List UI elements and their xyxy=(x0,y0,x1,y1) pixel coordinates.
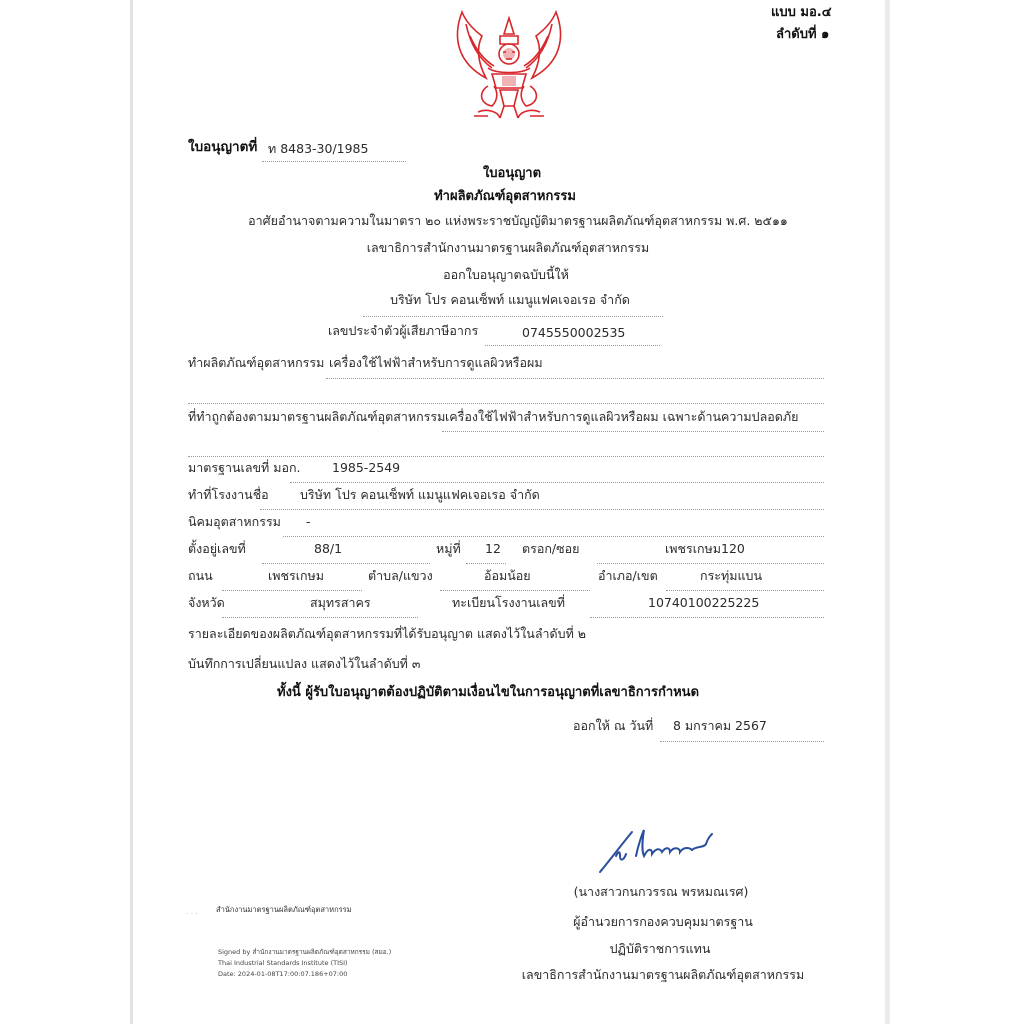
standard-underline xyxy=(442,431,824,432)
license-number-value: ท 8483-30/1985 xyxy=(268,141,369,156)
moo-label: หมู่ที่ xyxy=(436,541,461,556)
issuer-line: เลขาธิการสำนักงานมาตรฐานผลิตภัณฑ์อุตสาหกรรม xyxy=(366,240,650,255)
license-number-underline xyxy=(262,161,406,162)
tax-id-value: 0745550002535 xyxy=(522,325,626,340)
factory-registration-value: 10740100225225 xyxy=(648,595,760,610)
province-label: จังหวัด xyxy=(188,595,225,610)
tis-number-label: มาตรฐานเลขที่ มอก. xyxy=(188,460,301,475)
subdistrict-underline xyxy=(440,590,590,591)
address-number-label: ตั้งอยู่เลขที่ xyxy=(188,541,246,556)
moo-underline xyxy=(466,563,506,564)
document-subtitle: ทำผลิตภัณฑ์อุตสาหกรรม xyxy=(434,189,576,204)
district-value: กระทุ่มแบน xyxy=(700,568,763,583)
factory-registration-underline xyxy=(590,617,824,618)
issued-date-label: ออกให้ ณ วันที่ xyxy=(573,718,654,733)
province-value: สมุทรสาคร xyxy=(310,595,371,610)
standard-value: เครื่องใช้ไฟฟ้าสำหรับการดูแลผิวหรือผม เฉพาะด้านความปลอดภัย xyxy=(445,409,799,424)
tax-id-label: เลขประจำตัวผู้เสียภาษีอากร xyxy=(328,323,479,338)
signature-image xyxy=(596,826,736,876)
signatory-acting: ปฏิบัติราชการแทน xyxy=(609,941,711,956)
garuda-emblem-icon xyxy=(448,8,570,126)
signatory-position: ผู้อำนวยการกองควบคุมมาตรฐาน xyxy=(573,914,753,929)
company-underline xyxy=(363,316,663,317)
district-underline xyxy=(666,590,824,591)
industrial-estate-underline xyxy=(283,536,824,537)
province-underline xyxy=(222,617,418,618)
road-label: ถนน xyxy=(188,568,213,583)
tis-number-value: 1985-2549 xyxy=(332,460,401,475)
condition-statement: ทั้งนี้ ผู้รับใบอนุญาตต้องปฏิบัติตามเงื่อนไขในการอนุญาตที่เลขาธิการกำหนด xyxy=(277,685,700,700)
digital-signature-office: สำนักงานมาตรฐานผลิตภัณฑ์อุตสาหกรรม xyxy=(216,905,352,914)
product-underline-2 xyxy=(188,403,824,404)
product-label: ทำผลิตภัณฑ์อุตสาหกรรม xyxy=(188,355,325,370)
digital-seal-mark: . . . xyxy=(186,907,198,916)
standard-underline-2 xyxy=(188,456,824,457)
company-name: บริษัท โปร คอนเซ็พท์ แมนูแฟคเจอเรอ จำกัด xyxy=(390,292,630,307)
factory-registration-label: ทะเบียนโรงงานเลขที่ xyxy=(452,595,565,610)
subdistrict-value: อ้อมน้อย xyxy=(484,568,531,583)
road-underline xyxy=(222,590,362,591)
issued-date-value: 8 มกราคม 2567 xyxy=(673,718,767,733)
standard-label: ที่ทำถูกต้องตามมาตรฐานผลิตภัณฑ์อุตสาหกรรม xyxy=(188,409,446,424)
soi-underline xyxy=(597,563,824,564)
digital-signature-date: Date: 2024-01-08T17:00:07.186+07:00 xyxy=(218,970,348,978)
product-underline xyxy=(326,378,824,379)
district-label: อำเภอ/เขต xyxy=(598,568,658,583)
road-value: เพชรเกษม xyxy=(268,568,325,583)
moo-value: 12 xyxy=(485,541,501,556)
form-code: แบบ มอ.๔ xyxy=(771,5,832,20)
signatory-name: (นางสาวกนกวรรณ พรหมณเรศ) xyxy=(573,884,749,899)
issue-to-line: ออกใบอนุญาตฉบับนี้ให้ xyxy=(443,267,569,282)
sequence-number: ลำดับที่ ๑ xyxy=(776,27,830,42)
tax-id-underline xyxy=(485,345,660,346)
subdistrict-label: ตำบล/แขวง xyxy=(368,568,433,583)
details-note: รายละเอียดของผลิตภัณฑ์อุตสาหกรรมที่ได้รับอนุญาต แสดงไว้ในลำดับที่ ๒ xyxy=(188,626,587,641)
address-number-underline xyxy=(262,563,430,564)
soi-value: เพชรเกษม120 xyxy=(665,541,745,556)
soi-label: ตรอก/ซอย xyxy=(522,541,580,556)
digital-signed-by: Signed by สำนักงานมาตรฐานผลิตภัณฑ์อุตสาหกรรม (สมอ.) xyxy=(218,948,392,956)
factory-name-value: บริษัท โปร คอนเซ็พท์ แมนูแฟคเจอเรอ จำกัด xyxy=(300,487,540,502)
industrial-estate-value: - xyxy=(306,514,311,529)
product-value: เครื่องใช้ไฟฟ้าสำหรับการดูแลผิวหรือผม xyxy=(329,355,543,370)
industrial-estate-label: นิคมอุตสาหกรรม xyxy=(188,514,281,529)
issued-date-underline xyxy=(660,741,824,742)
factory-name-label: ทำที่โรงงานชื่อ xyxy=(188,487,269,502)
tis-number-underline xyxy=(290,482,824,483)
changes-note: บันทึกการเปลี่ยนแปลง แสดงไว้ในลำดับที่ ๓ xyxy=(188,656,421,671)
authority-line: อาศัยอำนาจตามความในมาตรา ๒๐ แห่งพระราชบัญญัติมาตรฐานผลิตภัณฑ์อุตสาหกรรม พ.ศ. ๒๕๑๑ xyxy=(248,213,788,228)
factory-name-underline xyxy=(260,509,824,510)
document-title: ใบอนุญาต xyxy=(482,166,542,181)
license-number-label: ใบอนุญาตที่ xyxy=(188,139,258,155)
digital-signature-institute: Thai Industrial Standards Institute (TISI) xyxy=(218,959,348,967)
address-number-value: 88/1 xyxy=(314,541,343,556)
signatory-on-behalf: เลขาธิการสำนักงานมาตรฐานผลิตภัณฑ์อุตสาหกรรม xyxy=(521,967,805,982)
